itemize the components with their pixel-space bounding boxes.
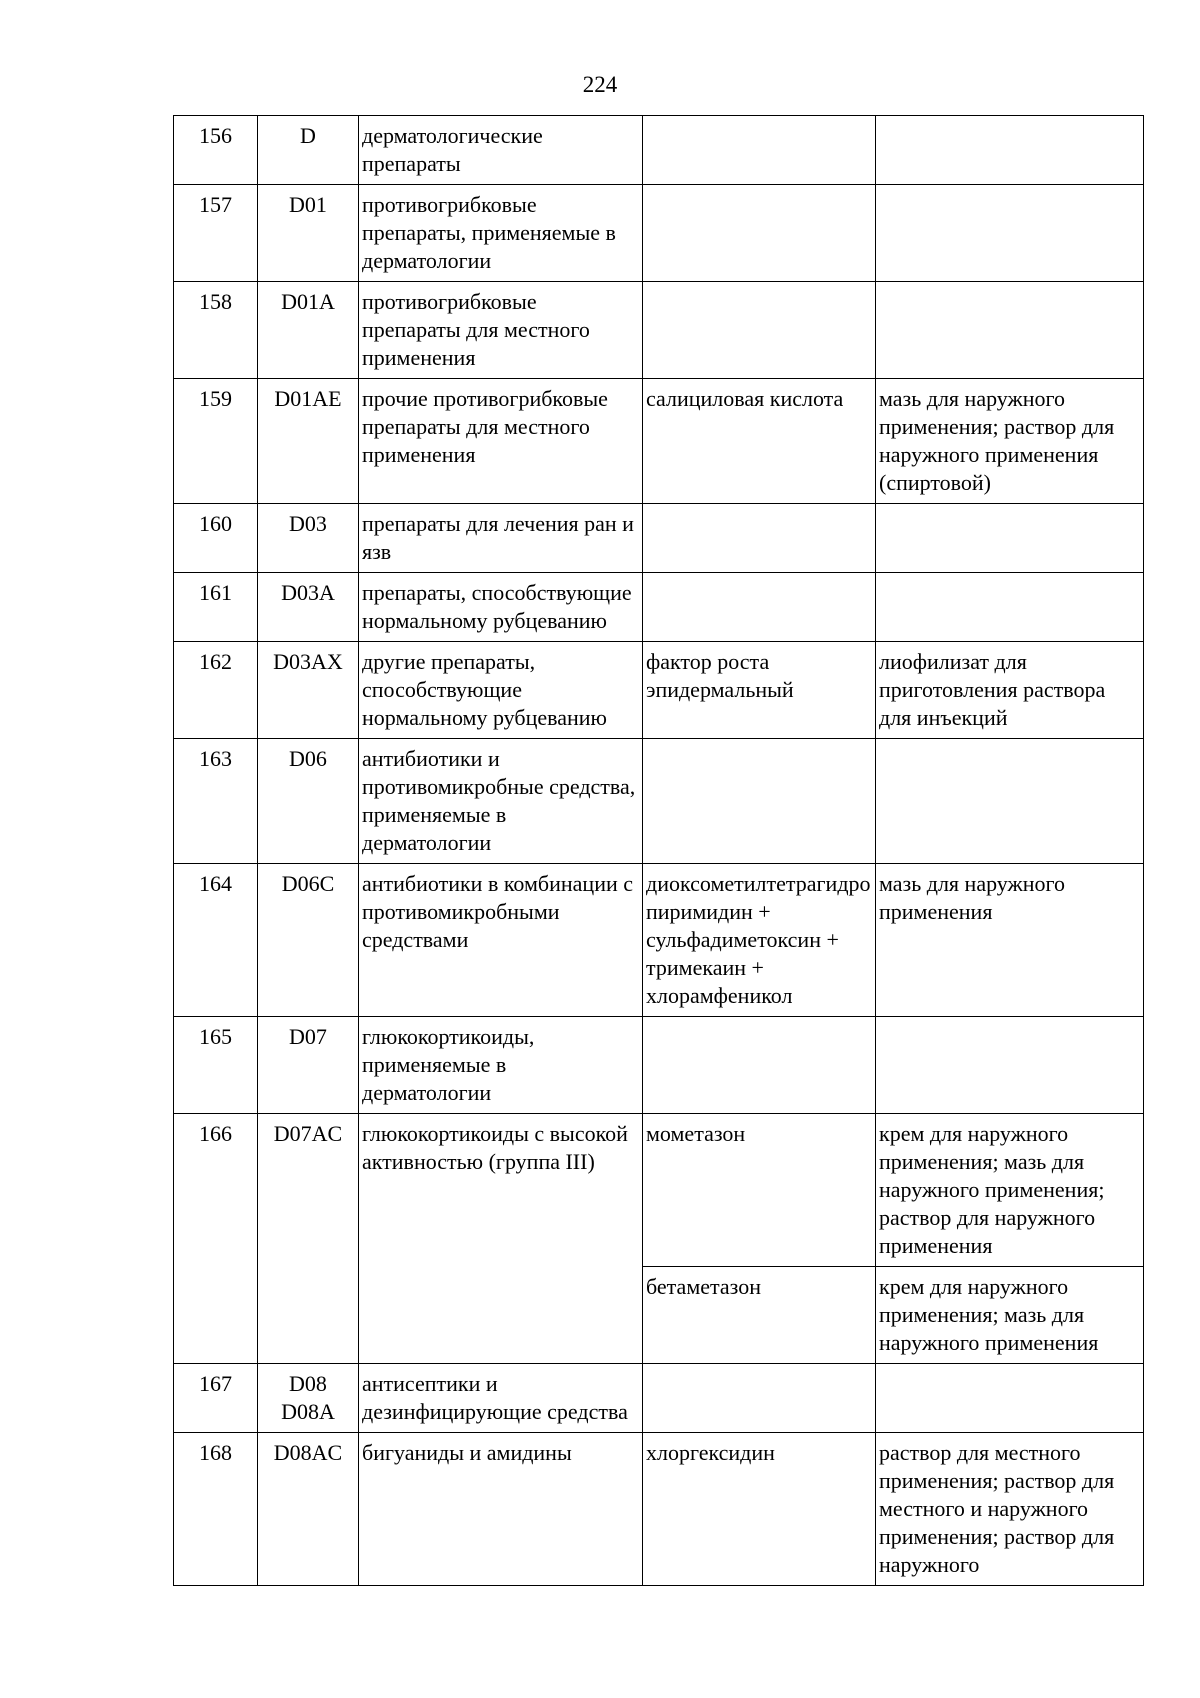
atc-code: D01AE xyxy=(274,386,342,411)
row-number-cell: 168 xyxy=(174,1433,258,1586)
drug-name-cell: бетаметазон xyxy=(643,1267,876,1364)
atc-code-cell xyxy=(258,379,359,504)
atc-code: D xyxy=(300,123,316,148)
anatomical-group-cell: другие препараты, способствующие нормальному рубцеванию xyxy=(359,642,643,739)
page-number: 224 xyxy=(582,72,618,97)
table-row xyxy=(174,185,1144,282)
dosage-form-cell xyxy=(876,116,1144,185)
row-number-cell: 165 xyxy=(174,1017,258,1114)
atc-code: D08 xyxy=(289,1371,327,1396)
atc-code-cell xyxy=(258,1114,359,1364)
row-number-cell: 159 xyxy=(174,379,258,504)
atc-code: D08AC xyxy=(273,1440,343,1465)
anatomical-group-cell: бигуаниды и амидины xyxy=(359,1433,643,1586)
drug-name-cell xyxy=(643,504,876,573)
table-row xyxy=(174,282,1144,379)
drug-name-cell xyxy=(643,1017,876,1114)
table-row xyxy=(174,1433,1144,1586)
atc-code-cell xyxy=(258,282,359,379)
anatomical-group-cell: глюкокортикоиды с высокой активностью (группа III) xyxy=(359,1114,643,1364)
drug-name-cell xyxy=(643,739,876,864)
dosage-form-cell: мазь для наружного применения xyxy=(876,864,1144,1017)
drug-name-cell xyxy=(643,1364,876,1433)
row-number-cell: 162 xyxy=(174,642,258,739)
atc-code-cell xyxy=(258,1364,359,1433)
atc-code-cell xyxy=(258,642,359,739)
table-row xyxy=(174,864,1144,1017)
anatomical-group-cell: дерматологические препараты xyxy=(359,116,643,185)
atc-code: D07AC xyxy=(273,1121,343,1146)
dosage-form-cell xyxy=(876,573,1144,642)
atc-code-cell xyxy=(258,864,359,1017)
row-number-cell: 161 xyxy=(174,573,258,642)
table-row xyxy=(174,1017,1144,1114)
row-number-cell: 163 xyxy=(174,739,258,864)
dosage-form-cell: лиофилизат для приготовления раствора для инъекций xyxy=(876,642,1144,739)
table-row xyxy=(174,379,1144,504)
anatomical-group-cell: антибиотики и противомикробные средства, применяемые в дерматологии xyxy=(359,739,643,864)
row-number-cell: 156 xyxy=(174,116,258,185)
anatomical-group-cell: противогрибковые препараты для местного применения xyxy=(359,282,643,379)
row-number-cell: 166 xyxy=(174,1114,258,1364)
anatomical-group-cell: препараты, способствующие нормальному рубцеванию xyxy=(359,573,643,642)
atc-code: D03AX xyxy=(273,649,343,674)
drug-name-cell xyxy=(643,573,876,642)
dosage-form-cell: крем для наружного применения; мазь для наружного применения xyxy=(876,1267,1144,1364)
dosage-form-cell: раствор для местного применения; раствор для местного и наружного применения; раствор для наружного xyxy=(876,1433,1144,1586)
dosage-form-cell xyxy=(876,1364,1144,1433)
table-row xyxy=(174,116,1144,185)
anatomical-group-cell: противогрибковые препараты, применяемые в дерматологии xyxy=(359,185,643,282)
atc-code: D08A xyxy=(281,1399,335,1424)
drug-name-cell xyxy=(643,282,876,379)
table-row xyxy=(174,504,1144,573)
table-row xyxy=(174,573,1144,642)
atc-code: D07 xyxy=(289,1024,327,1049)
anatomical-group-cell: глюкокортикоиды, применяемые в дерматологии xyxy=(359,1017,643,1114)
row-number-cell: 164 xyxy=(174,864,258,1017)
dosage-form-cell xyxy=(876,282,1144,379)
atc-code: D01A xyxy=(281,289,335,314)
anatomical-group-cell: препараты для лечения ран и язв xyxy=(359,504,643,573)
atc-code: D06 xyxy=(289,746,327,771)
row-number-cell: 160 xyxy=(174,504,258,573)
dosage-form-cell xyxy=(876,185,1144,282)
atc-code: D06C xyxy=(281,871,335,896)
drug-name-cell: хлоргексидин xyxy=(643,1433,876,1586)
atc-code: D03A xyxy=(281,580,335,605)
drug-table xyxy=(173,115,1144,1586)
row-number-cell: 158 xyxy=(174,282,258,379)
atc-code-cell xyxy=(258,739,359,864)
row-number-cell: 167 xyxy=(174,1364,258,1433)
dosage-form-cell: крем для наружного применения; мазь для наружного применения; раствор для наружного применения xyxy=(876,1114,1144,1267)
drug-name-cell xyxy=(643,185,876,282)
dosage-form-cell xyxy=(876,1017,1144,1114)
atc-code-cell xyxy=(258,185,359,282)
atc-code-cell xyxy=(258,504,359,573)
atc-code-cell xyxy=(258,116,359,185)
drug-name-cell: мометазон xyxy=(643,1114,876,1267)
dosage-form-cell: мазь для наружного применения; раствор для наружного применения (спиртовой) xyxy=(876,379,1144,504)
atc-code: D01 xyxy=(289,192,327,217)
atc-code-cell xyxy=(258,1017,359,1114)
row-number-cell: 157 xyxy=(174,185,258,282)
atc-code-cell xyxy=(258,573,359,642)
anatomical-group-cell: прочие противогрибковые препараты для местного применения xyxy=(359,379,643,504)
drug-name-cell: салициловая кислота xyxy=(643,379,876,504)
dosage-form-cell xyxy=(876,504,1144,573)
table-row xyxy=(174,1114,1144,1267)
drug-name-cell: фактор роста эпидермальный xyxy=(643,642,876,739)
drug-name-cell: диоксометилтетрагидропиримидин + сульфадиметоксин + тримекаин + хлорамфеникол xyxy=(643,864,876,1017)
table-row xyxy=(174,1364,1144,1433)
anatomical-group-cell: антибиотики в комбинации с противомикробными средствами xyxy=(359,864,643,1017)
table-row xyxy=(174,739,1144,864)
table-row xyxy=(174,642,1144,739)
drug-name-cell xyxy=(643,116,876,185)
dosage-form-cell xyxy=(876,739,1144,864)
anatomical-group-cell: антисептики и дезинфицирующие средства xyxy=(359,1364,643,1433)
table-body xyxy=(174,116,1144,1586)
atc-code: D03 xyxy=(289,511,327,536)
atc-code-cell xyxy=(258,1433,359,1586)
